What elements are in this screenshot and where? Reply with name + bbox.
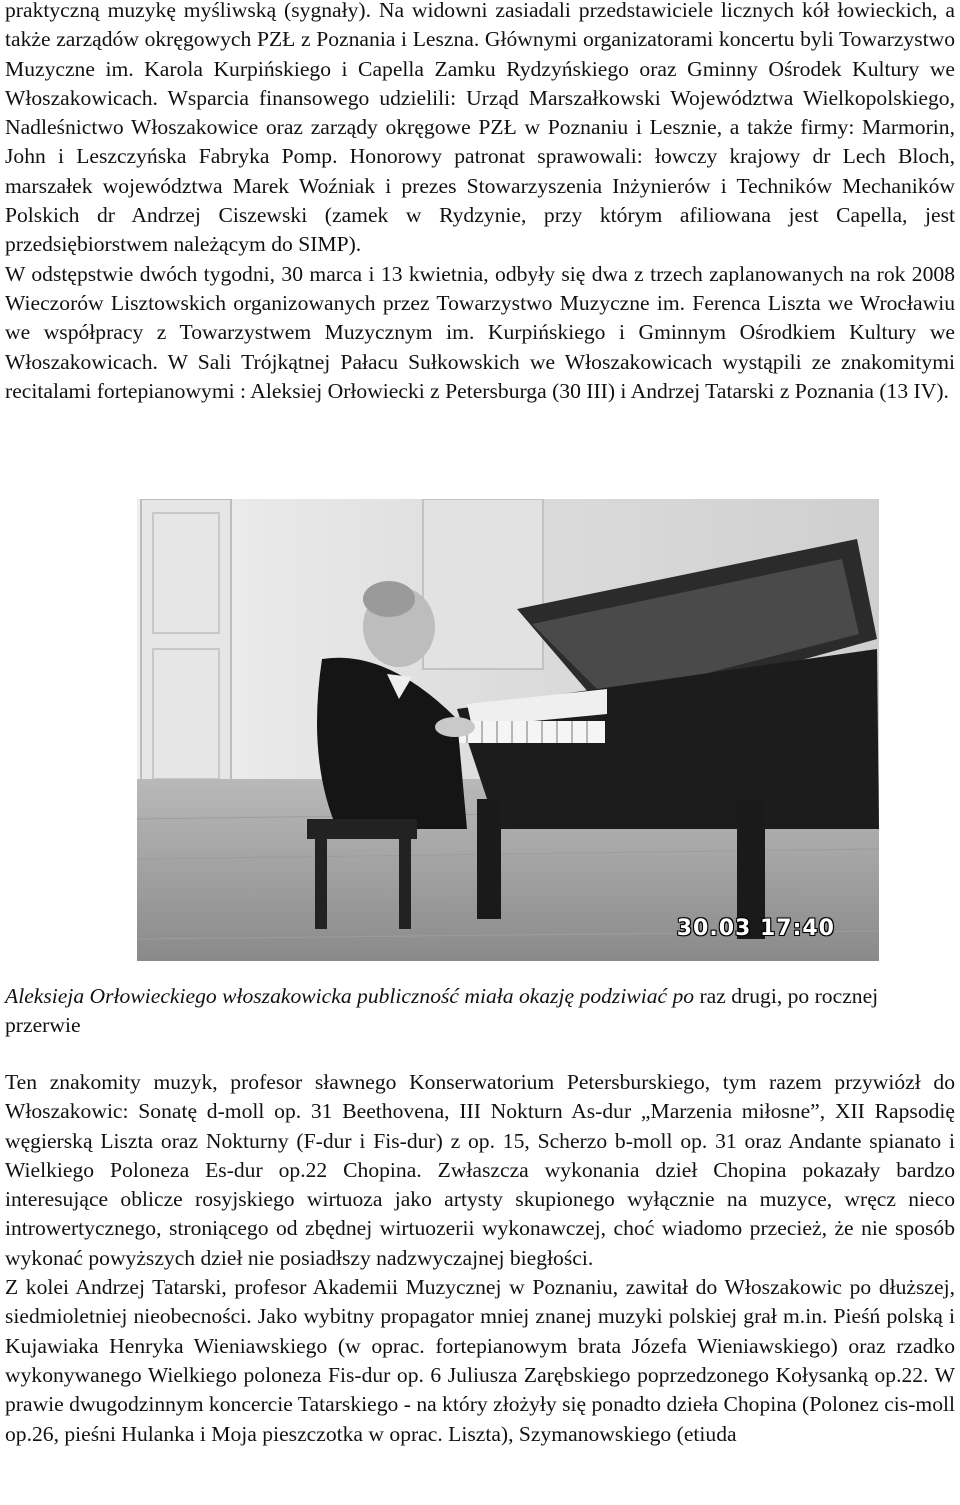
text-block-top: [5, 0, 955, 406]
paragraph-liszt-evenings: W odstępstwie dwóch tygodni, 30 marca i 13 kwietnia, odbyły się dwa z trzech zaplanowanych na rok 2008 Wieczorów Lisztowskich organizowanych przez Towarzystwo Muzyczne im. Ferenca Liszta we Wrocławiu we współpracy z Towarzystwem Muzycznym im. Kurpińskiego i Gminnym Ośrodkiem Kultury we Włoszakowicach. W Sali Trójkątnej Pałacu Sułkowskich we Włoszakowicach wystąpili ze znakomitymi recitalami fortepianowymi : Aleksiej Orłowiecki z Petersburga (30 III) i Andrzej Tatarski z Poznania (13 IV).: [5, 261, 955, 403]
paragraph-concert-organizers: praktyczną muzykę myśliwską (sygnały). Na widowni zasiadali przedstawiciele licznych kół łowieckich, a także zarządów okręgowych PZŁ z Poznania i Leszna. Głównymi organizatorami koncertu byli Towarzystwo Muzyczne im. Karola Kurpińskiego i Capella Zamku Rydzyńskiego oraz Gminny Ośrodek Kultury we Włoszakowicach. Wsparcia finansowego udzielili: Urząd Marszałkowski Województwa Wielkopolskiego, Nadleśnictwo Włoszakowice oraz zarządy okręgowe PZŁ w Poznaniu i Lesznie, a także firmy: Marmorin, John i Leszczyńska Fabryka Pomp. Honorowy patronat sprawowali: łowczy krajowy dr Lech Bloch, marszałek województwa Marek Woźniak i prezes Stowarzyszenia Inżynierów i Techników Mechaników Polskich dr Andrzej Ciszewski (zamek w Rydzynie, przy którym afiliowana jest Capella, jest przedsiębiorstwem należącym do SIMP).: [5, 0, 955, 257]
caption-regular: raz drugi, po rocznej przerwie: [5, 984, 879, 1038]
caption-italic: Aleksieja Orłowieckiego włoszakowicka publiczność miała okazję podziwiać po: [5, 984, 695, 1008]
photo-timestamp: 30.03 17:40: [676, 916, 835, 941]
text-block-bottom: [5, 1068, 955, 1449]
photo-illustration: [137, 499, 879, 961]
pianist-photo: [137, 499, 879, 961]
paragraph-orlowiecki-recital: Ten znakomity muzyk, profesor sławnego Konserwatorium Petersburskiego, tym razem przywiózł do Włoszakowic: Sonatę d-moll op. 31 Beethovena, III Nokturn As-dur „Marzenia miłosne”, XII Rapsodię węgierską Liszta oraz Nokturny (F-dur i Fis-dur) z op. 15, Scherzo b-moll op. 31 oraz Andante spianato i Wielkiego Poloneza Es-dur op.22 Chopina. Zwłaszcza wykonania dzieł Chopina pokazały bardzo interesujące oblicze rosyjskiego wirtuoza jako artysty skupionego wyłącznie na muzyce, wręcz nieco introwertycznego, stroniącego od zbędnej wirtuozerii wykonawczej, choć wiadomo przecież, że nie sposób wykonać powyższych dzieł nie posiadłszy nadzwyczajnej biegłości.: [5, 1070, 955, 1270]
photo-caption: [5, 982, 955, 1041]
paragraph-tatarski-recital: Z kolei Andrzej Tatarski, profesor Akademii Muzycznej w Poznaniu, zawitał do Włoszakowic po dłuższej, siedmioletniej nieobecności. Jako wybitny propagator mniej znanej muzyki polskiej grał m.in. Pieśń polską i Kujawiaka Henryka Wieniawskiego (w oprac. fortepianowym brata Józefa Wieniawskiego) oraz rzadko wykonywanego Wielkiego poloneza Fis-dur op. 6 Juliusza Zarębskiego poprzedzonego Kołysanką op.22. W prawie dwugodzinnym koncercie Tatarskiego - na który złożyły się ponadto dzieła Chopina (Polonez cis-moll op.26, pieśni Hulanka i Moja pieszczotka w oprac. Liszta), Szymanowskiego (etiuda: [5, 1275, 955, 1446]
